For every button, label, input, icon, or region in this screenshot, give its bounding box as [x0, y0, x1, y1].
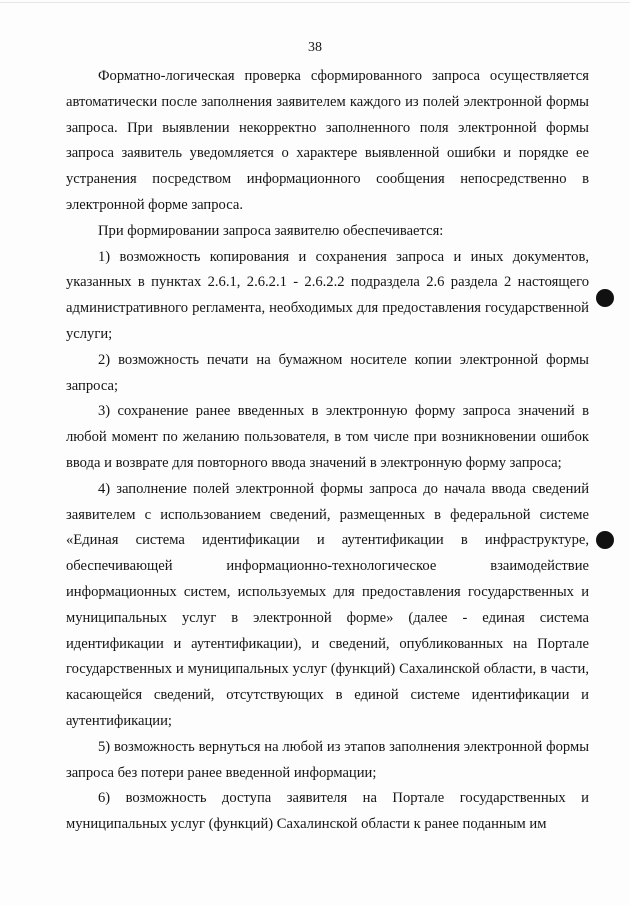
list-item-5: 5) возможность вернуться на любой из этапов заполнения электронной формы запроса без потери ранее введенной информации;: [66, 738, 589, 781]
list-item-2: 2) возможность печати на бумажном носителе копии электронной формы запроса;: [66, 351, 589, 394]
list-item-4: 4) заполнение полей электронной формы запроса до начала ввода сведений заявителем с использованием сведений, размещенных в федеральной системе «Единая система идентификации и аутентификации в инфраструктуре, обеспечивающей информационно-технологическое взаимодействие информационных систем, используемых для предоставления государственных и муниципальных услуг в электронной форме» (далее - единая система идентификации и аутентификации), и сведений, опубликованных на Портале государственных и муниципальных услуг (функций) Сахалинской области, в части, касающейся сведений, отсутствующих в единой системе идентификации и аутентификации;: [66, 480, 589, 729]
list-item-1: 1) возможность копирования и сохранения запроса и иных документов, указанных в пунктах 2.6.1, 2.6.2.1 - 2.6.2.2 подраздела 2.6 раздела 2 настоящего административного регламента, необходимых для предоставления государственной услуги;: [66, 248, 589, 342]
document-body: [66, 64, 589, 838]
scan-edge-line: [0, 2, 630, 3]
paragraph-intro-list: При формировании запроса заявителю обеспечивается:: [98, 222, 444, 239]
page-number: 38: [308, 40, 322, 55]
punch-hole-mark: [596, 531, 614, 549]
punch-hole-mark: [596, 289, 614, 307]
list-item-6: 6) возможность доступа заявителя на Портале государственных и муниципальных услуг (функций) Сахалинской области к ранее поданным им: [66, 790, 589, 833]
list-item-3: 3) сохранение ранее введенных в электронную форму запроса значений в любой момент по желанию пользователя, в том числе при возникновении ошибок ввода и возврате для повторного ввода значений в электронную форму запроса;: [66, 403, 589, 471]
paragraph-format-check: Форматно-логическая проверка сформированного запроса осуществляется автоматически после заполнения заявителем каждого из полей электронной формы запроса. При выявлении некорректно заполненного поля электронной формы запроса заявитель уведомляется о характере выявленной ошибки и порядке ее устранения посредством информационного сообщения непосредственно в электронной форме запроса.: [66, 68, 589, 213]
